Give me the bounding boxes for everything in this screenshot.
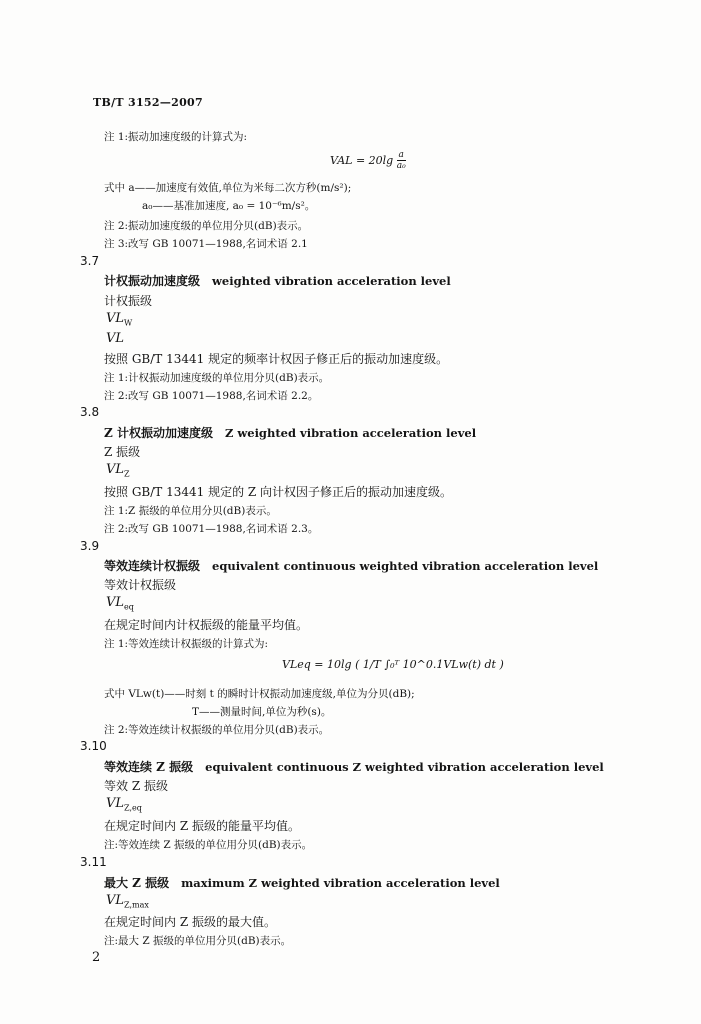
- page-number: 2: [92, 950, 101, 965]
- note-3-top: 注 3:改写 GB 10071—1988,名词术语 2.1: [104, 238, 308, 250]
- section-number: 3.10: [80, 739, 107, 753]
- term-synonym: 计权振级: [104, 294, 153, 308]
- where-vlw: 式中 VLw(t)——时刻 t 的瞬时计权振动加速度级,单位为分贝(dB);: [104, 688, 415, 700]
- section-number: 3.8: [80, 405, 100, 419]
- formula-val: VAL = $20\lg \frac{a}{\text{a₀}}$: [330, 150, 406, 171]
- where-t: T——测量时间,单位为秒(s)。: [192, 706, 332, 718]
- section-number: 3.11: [80, 855, 107, 869]
- term-symbol: $VL_Z$: [106, 462, 130, 479]
- term-note-2: 注 2:改写 GB 10071—1988,名词术语 2.3。: [104, 523, 319, 535]
- term-synonym: Z 振级: [104, 445, 141, 459]
- term-symbol-alt: VL: [106, 331, 125, 346]
- term-heading: 等效连续计权振级 equivalent continuous weighted vibration acceleration level: [104, 559, 599, 573]
- term-symbol: $VL_{Z,max}$: [106, 893, 149, 910]
- term-symbol: $VL_{Z,eq}$: [106, 796, 142, 813]
- term-note-2: 注 2:改写 GB 10071—1988,名词术语 2.2。: [104, 390, 319, 402]
- term-note-2: 注 2:等效连续计权振级的单位用分贝(dB)表示。: [104, 724, 330, 736]
- term-note-1: 注 1:等效连续计权振级的计算式为:: [104, 638, 269, 650]
- term-definition: 按照 GB/T 13441 规定的 Z 向计权因子修正后的振动加速度级。: [104, 485, 453, 499]
- note-1-top: 注 1:振动加速度级的计算式为:: [104, 131, 248, 143]
- term-definition: 按照 GB/T 13441 规定的频率计权因子修正后的振动加速度级。: [104, 352, 449, 366]
- section-number: 3.9: [80, 539, 100, 553]
- note-2-top: 注 2:振动加速度级的单位用分贝(dB)表示。: [104, 220, 309, 232]
- where-a: 式中 a——加速度有效值,单位为米每二次方秒(m/s²);: [104, 182, 352, 194]
- term-symbol: $VL_{eq}$: [106, 595, 134, 612]
- term-note-1: 注 1:计权振动加速度级的单位用分贝(dB)表示。: [104, 372, 330, 384]
- term-note-1: 注 1:Z 振级的单位用分贝(dB)表示。: [104, 505, 277, 517]
- document-header: TB/T 3152—2007: [93, 96, 203, 109]
- term-definition: 在规定时间内 Z 振级的能量平均值。: [104, 819, 300, 833]
- term-heading: 等效连续 Z 振级 equivalent continuous Z weighted vibration acceleration level: [104, 760, 604, 774]
- term-symbol: $VL_W$: [106, 311, 133, 328]
- term-synonym: 等效计权振级: [104, 578, 177, 592]
- section-number: 3.7: [80, 254, 100, 268]
- term-definition: 在规定时间内 Z 振级的最大值。: [104, 915, 276, 929]
- term-heading: 最大 Z 振级 maximum Z weighted vibration acceleration level: [104, 876, 500, 890]
- formula-vleq: VLeq = 10lg ( 1/T ∫₀ᵀ 10^0.1VLw(t) dt ): [282, 658, 504, 671]
- term-heading: Z 计权振动加速度级 Z weighted vibration acceleration level: [104, 426, 477, 440]
- term-note-1: 注:等效连续 Z 振级的单位用分贝(dB)表示。: [104, 839, 313, 851]
- term-note-1: 注:最大 Z 振级的单位用分贝(dB)表示。: [104, 935, 292, 947]
- term-heading: 计权振动加速度级 weighted vibration acceleration level: [104, 274, 451, 288]
- term-synonym: 等效 Z 振级: [104, 779, 168, 793]
- term-definition: 在规定时间内计权振级的能量平均值。: [104, 618, 309, 632]
- where-a0: a₀——基准加速度, a₀ = 10⁻⁶m/s²。: [142, 200, 316, 212]
